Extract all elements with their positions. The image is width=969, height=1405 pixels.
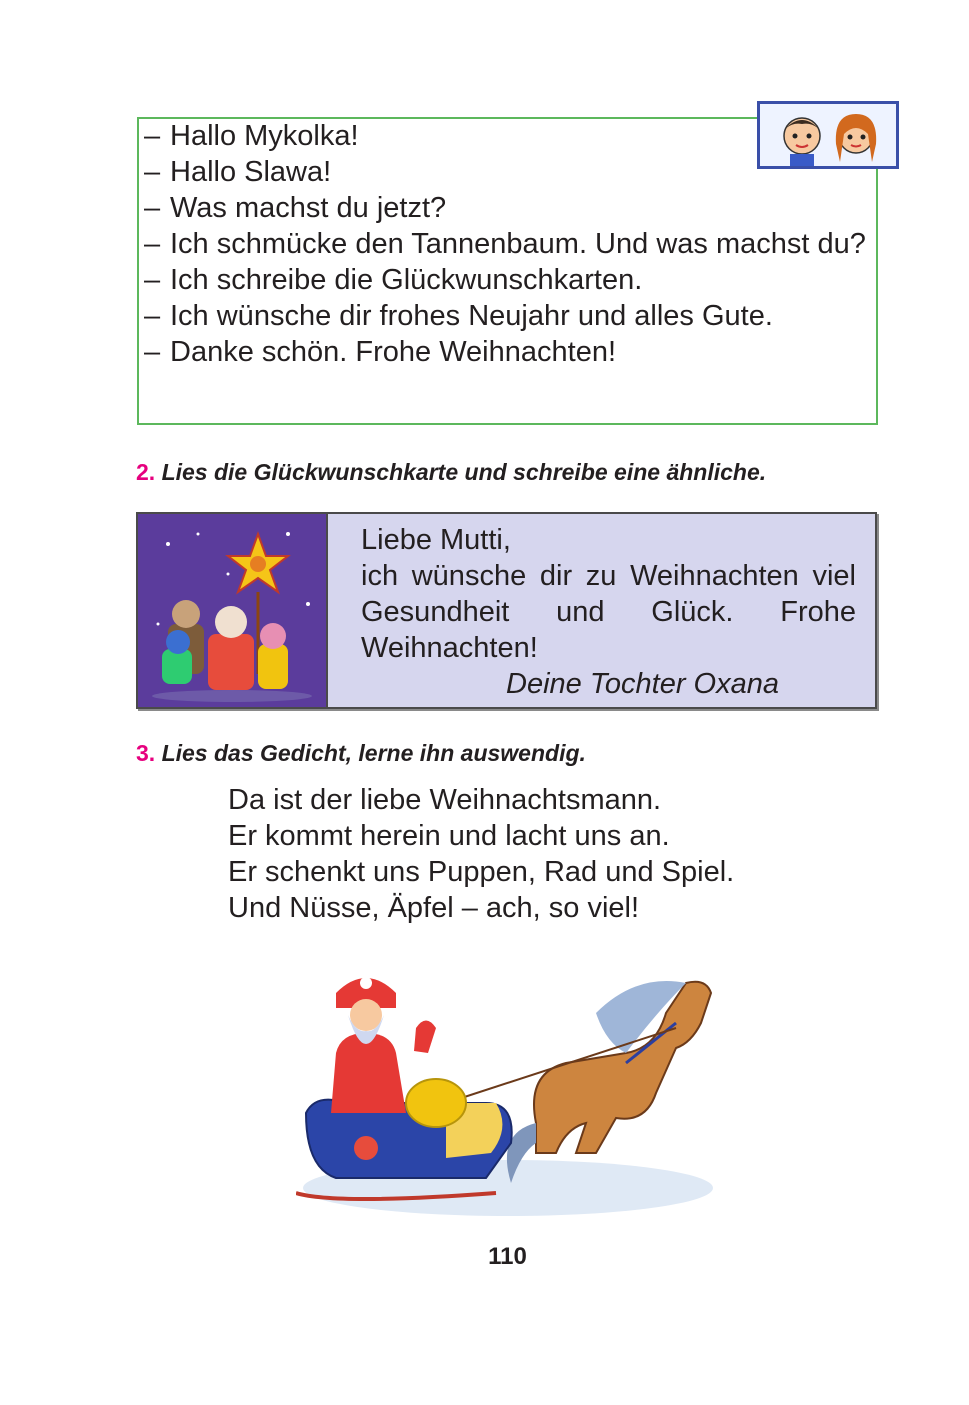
page-number: 110: [488, 1243, 527, 1270]
dialog-line: – Ich schreibe die Glückwunschkarten.: [144, 264, 643, 296]
dialog-line: – Hallo Mykolka!: [144, 120, 359, 152]
card-greeting: Liebe Mutti,: [361, 524, 511, 556]
dialog-line: – Ich schmücke den Tannenbaum. Und was machst du?: [144, 228, 866, 260]
poem-line: Er kommt herein und lacht uns an.: [228, 820, 670, 852]
dialog-line: – Ich wünsche dir frohes Neujahr und alles Gute.: [144, 300, 773, 332]
dialog-line: – Hallo Slawa!: [144, 156, 332, 188]
card-body: ich wünsche dir zu Weihnachten viel Gesundheit und Glück. Frohe: [361, 560, 856, 628]
poem-line: Und Nüsse, Äpfel – ach, so viel!: [228, 892, 640, 924]
santa-sleigh-illustration: [296, 953, 720, 1218]
dialog-line: – Danke schön. Frohe Weihnachten!: [144, 336, 617, 368]
greeting-card: [136, 512, 877, 709]
task-3-heading: 3. Lies das Gedicht, lerne ihn auswendig.: [136, 740, 586, 766]
carolers-illustration: [138, 514, 328, 707]
card-text: [361, 522, 856, 702]
card-body-end: Weihnachten!: [361, 632, 538, 664]
poem: [228, 782, 734, 926]
task-2-heading: 2. Lies die Glückwunschkarte und schreibe eine ähnliche.: [136, 459, 767, 485]
poem-line: Da ist der liebe Weihnachtsmann.: [228, 784, 662, 816]
card-signature: Deine Tochter Oxana: [506, 668, 779, 700]
dialog-line: – Was machst du jetzt?: [144, 192, 447, 224]
kids-illustration: [757, 101, 899, 169]
poem-line: Er schenkt uns Puppen, Rad und Spiel.: [228, 856, 735, 888]
